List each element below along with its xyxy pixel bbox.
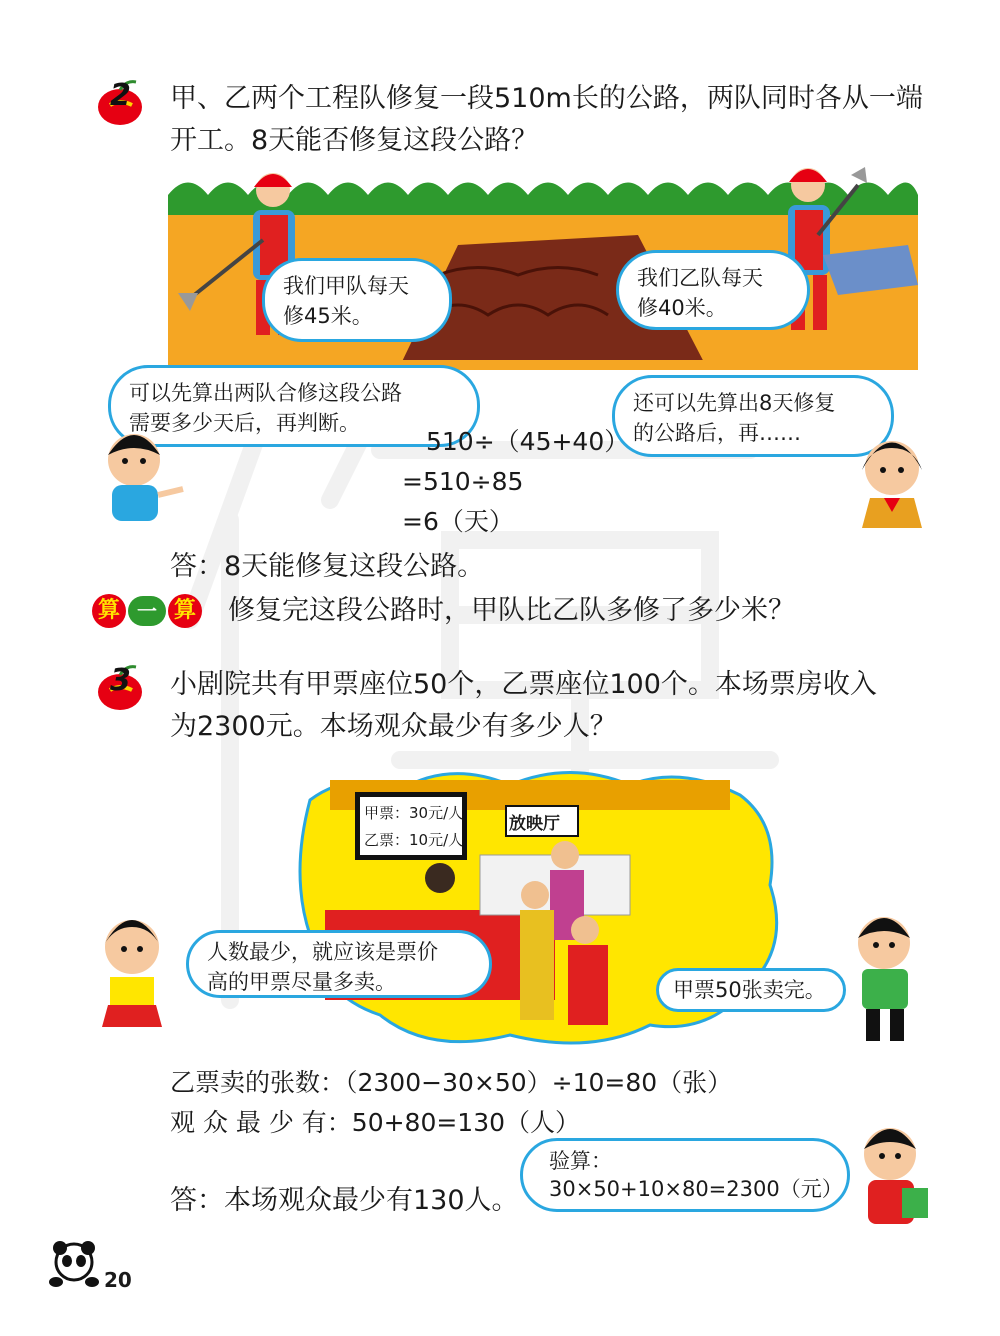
boy-bubble-line2: 需要多少天后，再判断。	[129, 411, 360, 435]
problem2-text-line2: 开工。8天能否修复这段公路？	[170, 125, 539, 156]
speech-yi-line1: 我们乙队每天	[637, 266, 763, 290]
problem3-text-line1: 小剧院共有甲票座位50个，乙票座位100个。本场票房收入	[170, 669, 877, 700]
boy-bubble-line1: 可以先算出两队合修这段公路	[129, 381, 402, 405]
badge-char-3: 算	[168, 594, 202, 628]
badge-char-2: 一	[128, 596, 166, 626]
girl-character-left	[92, 905, 172, 1045]
hall-sign: 放映厅	[509, 814, 560, 834]
speech-jia-line1: 我们甲队每天	[283, 274, 409, 298]
problem2-answer: 答：8天能修复这段公路。	[170, 551, 485, 582]
girl-speech-bubble	[186, 930, 492, 998]
problem3-answer: 答：本场观众最少有130人。	[170, 1185, 519, 1216]
speech-yi-line2: 修40米。	[637, 296, 727, 320]
boy-character-right	[836, 905, 931, 1045]
speech-jia-line2: 修45米。	[283, 304, 373, 328]
girl-bubble-line2: 的公路后，再……	[633, 421, 801, 445]
price-board-yi: 乙票：10元/人	[364, 831, 464, 849]
check-bubble	[520, 1138, 850, 1212]
price-board-jia: 甲票：30元/人	[364, 804, 464, 822]
problem-number: 3	[110, 663, 131, 698]
girl-speech-line1: 人数最少，就应该是票价	[207, 940, 438, 964]
suanyisuan-question: 修复完这段公路时，甲队比乙队多修了多少米？	[228, 595, 795, 626]
check-bubble-line2: 30×50+10×80=2300（元）	[549, 1177, 843, 1201]
badge-char-1: 算	[92, 594, 126, 628]
boy-speech-bubble: 甲票50张卖完。	[656, 968, 846, 1012]
boy-character-left	[92, 425, 187, 525]
problem3-calc-line1: 乙票卖的张数：（2300−30×50）÷10=80（张）	[170, 1068, 733, 1097]
girl-speech-line2: 高的甲票尽量多卖。	[207, 970, 396, 994]
problem2-text-line1: 甲、乙两个工程队修复一段510m长的公路，两队同时各从一端	[170, 83, 923, 114]
boy-character-book	[850, 1118, 935, 1228]
panda-icon	[44, 1238, 104, 1290]
suanyisuan-badge	[92, 594, 204, 628]
problem3-text-line2: 为2300元。本场观众最少有多少人？	[170, 711, 617, 742]
speech-bubble-jia	[262, 258, 452, 342]
problem-number: 2	[110, 78, 131, 113]
girl-bubble-line1: 还可以先算出8天修复	[633, 391, 836, 415]
girl-character-right	[852, 430, 932, 530]
price-board	[364, 800, 463, 854]
check-bubble-line1: 验算：	[549, 1149, 612, 1173]
problem2-calc-line2: =510÷85	[402, 467, 524, 496]
speech-bubble-yi	[616, 250, 810, 330]
problem2-calc-line1: 510÷（45+40）	[426, 427, 630, 456]
page-number: 20	[104, 1268, 132, 1292]
problem3-calc-line2: 观 众 最 少 有：50+80=130（人）	[170, 1108, 581, 1137]
problem2-calc-line3: =6（天）	[402, 507, 514, 536]
